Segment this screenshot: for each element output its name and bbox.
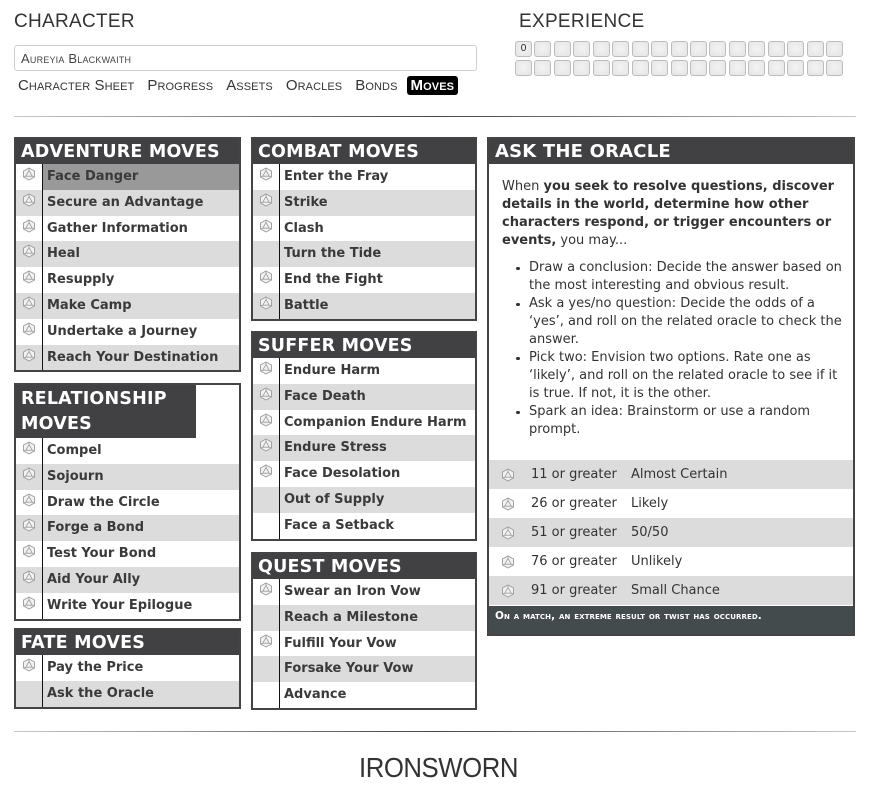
move-label[interactable]: End the Fight: [284, 272, 383, 288]
move-icon-cell: [253, 605, 280, 631]
move-icon-cell: [253, 682, 280, 708]
roll-oracle-button[interactable]: [489, 555, 526, 569]
dice-icon: [259, 296, 273, 310]
move-label[interactable]: Make Camp: [47, 297, 132, 313]
move-icon-cell: [253, 487, 280, 513]
experience-box[interactable]: [671, 60, 688, 76]
fate-moves-panel: [14, 628, 241, 709]
experience-box[interactable]: [534, 41, 551, 57]
move-row[interactable]: [16, 267, 239, 293]
tab-moves[interactable]: Moves: [407, 76, 459, 95]
move-row[interactable]: [16, 319, 239, 345]
experience-box[interactable]: [554, 60, 571, 76]
move-row[interactable]: [16, 541, 239, 567]
move-label[interactable]: Swear an Iron Vow: [284, 584, 421, 599]
character-heading: CHARACTER: [14, 11, 135, 32]
move-label[interactable]: Reach Your Destination: [47, 349, 219, 365]
move-label[interactable]: Forge a Bond: [47, 520, 145, 536]
roll-dice-button[interactable]: [253, 293, 280, 319]
panel-title: ASK THE ORACLE: [489, 139, 853, 164]
move-row[interactable]: [253, 605, 475, 631]
roll-dice-button[interactable]: [16, 190, 43, 216]
move-row[interactable]: [253, 461, 475, 487]
experience-box[interactable]: [787, 41, 804, 57]
dice-icon: [501, 526, 515, 540]
dice-icon: [501, 555, 515, 569]
move-label[interactable]: Forsake Your Vow: [284, 661, 414, 677]
move-row[interactable]: [253, 513, 475, 539]
move-label[interactable]: Endure Stress: [284, 440, 387, 456]
dice-icon: [259, 167, 273, 181]
adventure-moves-panel: [14, 137, 241, 372]
move-label[interactable]: Fulfill Your Vow: [284, 635, 397, 651]
roll-dice-button[interactable]: [16, 541, 43, 567]
roll-dice-button[interactable]: [16, 655, 43, 681]
move-label[interactable]: Face a Setback: [284, 517, 395, 533]
intro-pre: When: [502, 179, 544, 194]
roll-dice-button[interactable]: [16, 567, 43, 593]
divider: [14, 731, 856, 732]
experience-box[interactable]: [690, 41, 707, 57]
oracle-option: Draw a conclusion: Decide the answer based on the most interesting and obvious result.: [513, 259, 843, 295]
roll-dice-button[interactable]: [253, 164, 280, 190]
move-label[interactable]: Undertake a Journey: [47, 323, 198, 339]
roll-dice-button[interactable]: [16, 216, 43, 242]
move-row[interactable]: [16, 655, 239, 681]
roll-dice-button[interactable]: [253, 358, 280, 384]
move-row[interactable]: [16, 216, 239, 242]
odds-range: 26 or greater: [531, 496, 617, 511]
move-icon-cell: [253, 513, 280, 539]
main-nav: [14, 76, 458, 95]
experience-box[interactable]: [709, 41, 726, 57]
roll-dice-button[interactable]: [16, 464, 43, 490]
roll-dice-button[interactable]: [16, 164, 43, 190]
roll-dice-button[interactable]: [253, 384, 280, 410]
dice-icon: [22, 322, 36, 336]
move-row[interactable]: [253, 164, 475, 190]
roll-dice-button[interactable]: [16, 241, 43, 267]
move-row[interactable]: [253, 682, 475, 708]
experience-box[interactable]: [554, 41, 571, 57]
roll-dice-button[interactable]: [253, 216, 280, 242]
experience-box[interactable]: [690, 60, 707, 76]
odds-row[interactable]: [489, 518, 853, 547]
dice-icon: [22, 270, 36, 284]
experience-box[interactable]: [671, 41, 688, 57]
move-icon-cell: [16, 681, 43, 707]
move-label[interactable]: Face Death: [284, 388, 366, 404]
move-label[interactable]: Write Your Epilogue: [47, 597, 193, 613]
panel-title: RELATIONSHIP MOVES: [16, 385, 196, 438]
ironsworn-logo: IRONSWORN: [358, 752, 518, 783]
dice-icon: [501, 468, 515, 482]
tab-progress[interactable]: Progress: [147, 77, 214, 94]
move-row[interactable]: [16, 190, 239, 216]
experience-box[interactable]: [787, 60, 804, 76]
odds-label: Unlikely: [631, 554, 683, 569]
move-label[interactable]: Face Desolation: [284, 466, 401, 482]
roll-dice-button[interactable]: [253, 267, 280, 293]
move-row[interactable]: [253, 216, 475, 242]
move-label[interactable]: Reach a Milestone: [284, 609, 419, 625]
move-row[interactable]: [16, 241, 239, 267]
relationship-moves-panel: [14, 383, 241, 621]
experience-track: [515, 41, 855, 76]
move-label[interactable]: Resupply: [47, 272, 115, 288]
tab-assets[interactable]: Assets: [226, 77, 273, 94]
suffer-moves-panel: [251, 331, 477, 541]
dice-icon: [259, 219, 273, 233]
move-row[interactable]: [16, 681, 239, 707]
roll-dice-button[interactable]: [253, 435, 280, 461]
oracle-option: Ask a yes/no question: Decide the odds of a ‘yes’, and roll on the related oracle to check the answer.: [513, 295, 843, 349]
move-row[interactable]: [16, 438, 239, 464]
roll-dice-button[interactable]: [16, 490, 43, 516]
dice-icon: [259, 464, 273, 478]
dice-icon: [22, 518, 36, 532]
intro-post: you may...: [556, 233, 628, 248]
roll-dice-button[interactable]: [16, 319, 43, 345]
intro-trigger: you seek to resolve questions, discover details in the world, determine how other characters respond, or trigger encounters or events,: [502, 179, 835, 248]
ask-the-oracle-panel: [487, 137, 855, 636]
move-label[interactable]: Secure an Advantage: [47, 194, 204, 210]
move-label[interactable]: Battle: [284, 297, 329, 313]
move-row[interactable]: [253, 384, 475, 410]
move-row[interactable]: [253, 579, 475, 605]
roll-dice-button[interactable]: [16, 438, 43, 464]
move-label[interactable]: Companion Endure Harm: [284, 414, 467, 430]
move-label[interactable]: Endure Harm: [284, 363, 381, 378]
roll-oracle-button[interactable]: [489, 584, 526, 598]
tab-oracles[interactable]: Oracles: [285, 77, 343, 94]
move-row[interactable]: [16, 345, 239, 371]
dice-icon: [22, 296, 36, 310]
odds-label: 50/50: [631, 525, 669, 540]
dice-icon: [259, 387, 273, 401]
move-label[interactable]: Out of Supply: [284, 491, 385, 507]
roll-dice-button[interactable]: [16, 345, 43, 371]
move-row[interactable]: [16, 164, 239, 190]
panel-title: FATE MOVES: [16, 630, 239, 655]
roll-dice-button[interactable]: [253, 410, 280, 436]
odds-table: [489, 460, 853, 605]
roll-dice-button[interactable]: [16, 293, 43, 319]
experience-box[interactable]: [807, 41, 824, 57]
roll-oracle-button[interactable]: [489, 468, 526, 482]
roll-dice-button[interactable]: [253, 190, 280, 216]
dice-icon: [22, 244, 36, 258]
experience-box[interactable]: 0: [515, 41, 532, 57]
experience-box[interactable]: [768, 60, 785, 76]
odds-row[interactable]: [489, 547, 853, 576]
experience-box[interactable]: [729, 41, 746, 57]
quest-moves-panel: [251, 552, 477, 710]
move-row[interactable]: [16, 293, 239, 319]
dice-icon: [22, 596, 36, 610]
experience-box[interactable]: [534, 60, 551, 76]
experience-box[interactable]: [573, 60, 590, 76]
experience-box[interactable]: [573, 41, 590, 57]
roll-dice-button[interactable]: [16, 515, 43, 541]
roll-dice-button[interactable]: [16, 267, 43, 293]
character-name-input[interactable]: [14, 45, 477, 71]
panel-title: COMBAT MOVES: [253, 139, 475, 164]
move-row[interactable]: [253, 190, 475, 216]
move-label[interactable]: Heal: [47, 246, 80, 262]
move-row[interactable]: [253, 487, 475, 513]
combat-moves-panel: [251, 137, 477, 321]
experience-box[interactable]: [651, 41, 668, 57]
move-label[interactable]: Compel: [47, 443, 102, 458]
move-label[interactable]: Face Danger: [43, 164, 239, 190]
odds-range: 51 or greater: [531, 525, 617, 540]
move-row[interactable]: [253, 267, 475, 293]
experience-box[interactable]: [612, 60, 629, 76]
dice-icon: [22, 658, 36, 672]
dice-icon: [259, 413, 273, 427]
roll-oracle-button[interactable]: [489, 526, 526, 540]
dice-icon: [259, 361, 273, 375]
odds-label: Small Chance: [631, 583, 720, 598]
experience-box[interactable]: [709, 60, 726, 76]
roll-oracle-button[interactable]: [489, 497, 526, 511]
move-label[interactable]: Sojourn: [47, 468, 104, 484]
dice-icon: [259, 270, 273, 284]
odds-row[interactable]: [489, 576, 853, 605]
move-row[interactable]: [16, 593, 239, 619]
experience-box[interactable]: [593, 41, 610, 57]
move-label[interactable]: Test Your Bond: [47, 546, 157, 562]
experience-box[interactable]: [515, 60, 532, 76]
move-label[interactable]: Strike: [284, 194, 328, 210]
odds-range: 91 or greater: [531, 583, 617, 598]
panel-title: SUFFER MOVES: [253, 333, 475, 358]
move-row[interactable]: [16, 567, 239, 593]
dice-icon: [22, 570, 36, 584]
move-row[interactable]: [253, 656, 475, 682]
odds-row[interactable]: [489, 460, 853, 489]
move-row[interactable]: [253, 435, 475, 461]
roll-dice-button[interactable]: [16, 593, 43, 619]
dice-icon: [259, 193, 273, 207]
experience-box[interactable]: [651, 60, 668, 76]
move-label[interactable]: Ask the Oracle: [47, 685, 154, 701]
dice-icon: [259, 438, 273, 452]
move-icon-cell: [253, 656, 280, 682]
panel-title: ADVENTURE MOVES: [16, 139, 239, 164]
experience-box[interactable]: [632, 60, 649, 76]
dice-icon: [501, 497, 515, 511]
move-label[interactable]: Turn the Tide: [284, 246, 382, 262]
move-row[interactable]: [253, 631, 475, 657]
experience-box[interactable]: [748, 41, 765, 57]
experience-box[interactable]: [593, 60, 610, 76]
move-label[interactable]: Pay the Price: [47, 660, 144, 675]
move-row[interactable]: [253, 410, 475, 436]
experience-box[interactable]: [612, 41, 629, 57]
experience-box[interactable]: [768, 41, 785, 57]
dice-icon: [22, 348, 36, 362]
tab-character-sheet[interactable]: Character Sheet: [18, 77, 135, 94]
dice-icon: [22, 467, 36, 481]
roll-dice-button[interactable]: [253, 631, 280, 657]
roll-dice-button[interactable]: [253, 461, 280, 487]
move-row[interactable]: [16, 464, 239, 490]
experience-box[interactable]: [729, 60, 746, 76]
move-label[interactable]: Gather Information: [47, 220, 188, 236]
odds-label: Likely: [631, 496, 669, 511]
dice-icon: [22, 441, 36, 455]
move-icon-cell: [253, 241, 280, 267]
tab-bonds[interactable]: Bonds: [355, 77, 398, 94]
oracle-option: Pick two: Envision two options. Rate one as ‘likely’, and roll on the related oracle to see if it is true. If not, it is the other.: [513, 349, 843, 403]
oracle-options-list: [489, 250, 853, 439]
dice-icon: [22, 167, 36, 181]
oracle-option: Spark an idea: Brainstorm or use a random prompt.: [513, 403, 843, 439]
dice-icon: [22, 544, 36, 558]
dice-icon: [22, 193, 36, 207]
move-label[interactable]: Aid Your Ally: [47, 571, 141, 587]
dice-icon: [22, 493, 36, 507]
panel-title: QUEST MOVES: [253, 554, 475, 579]
experience-heading: EXPERIENCE: [519, 11, 645, 32]
dice-icon: [259, 582, 273, 596]
move-row[interactable]: [16, 515, 239, 541]
move-label[interactable]: Clash: [284, 220, 324, 236]
odds-range: 11 or greater: [531, 467, 617, 482]
move-label[interactable]: Advance: [284, 687, 347, 703]
odds-range: 76 or greater: [531, 554, 617, 569]
move-label[interactable]: Draw the Circle: [47, 494, 160, 510]
experience-box[interactable]: [807, 60, 824, 76]
odds-label: Almost Certain: [631, 467, 728, 482]
experience-box[interactable]: [632, 41, 649, 57]
odds-row[interactable]: [489, 489, 853, 518]
divider: [14, 116, 856, 117]
oracle-intro: [489, 164, 853, 250]
move-row[interactable]: [253, 293, 475, 319]
dice-icon: [22, 219, 36, 233]
move-label[interactable]: Enter the Fray: [284, 169, 389, 184]
experience-box[interactable]: [826, 60, 843, 76]
dice-icon: [501, 584, 515, 598]
dice-icon: [259, 634, 273, 648]
experience-box[interactable]: [826, 41, 843, 57]
move-row[interactable]: [253, 241, 475, 267]
roll-dice-button[interactable]: [253, 579, 280, 605]
oracle-match-note: On a match, an extreme result or twist has occurred.: [489, 606, 853, 634]
move-row[interactable]: [16, 490, 239, 516]
move-row[interactable]: [253, 358, 475, 384]
experience-box[interactable]: [748, 60, 765, 76]
